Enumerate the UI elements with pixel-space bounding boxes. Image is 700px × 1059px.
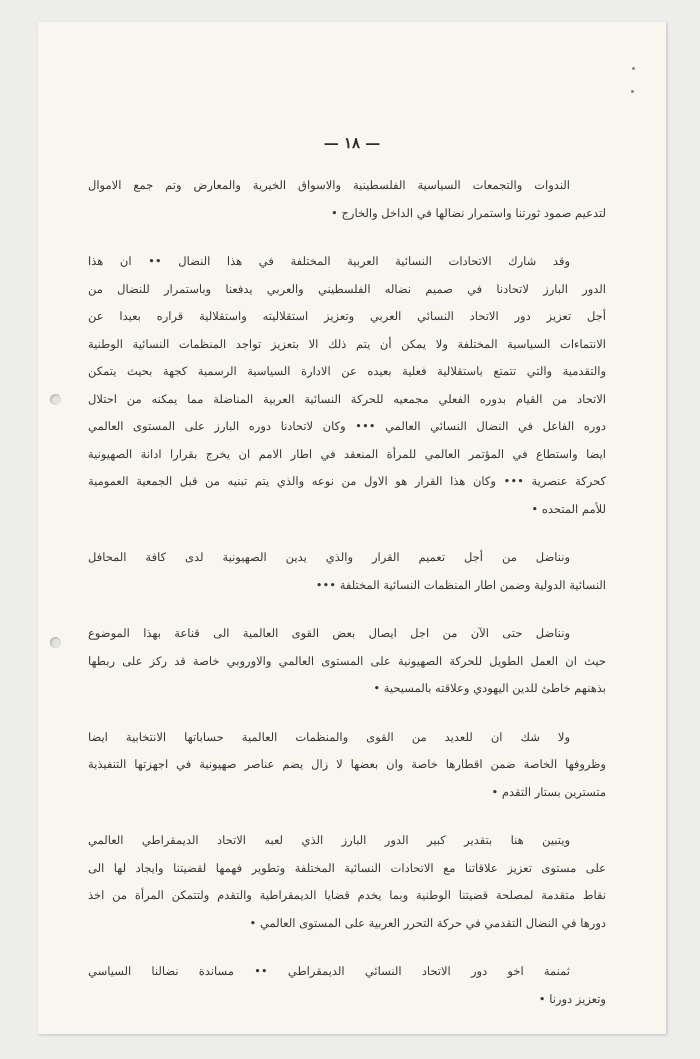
paragraph [88, 724, 606, 807]
text-line: الاتحاد من القيام بدوره الفعلي مجمعيه للحركة النسائية العربية المناضلة مما يمكنه من احتلال [88, 391, 606, 406]
paper-speck [632, 67, 635, 70]
text-line: ونناضل حتى الآن من اجل ايصال بعض القوى العالمية الى قناعة بهذا الموضوع [88, 626, 570, 640]
text-line: النسائية الدولية وضمن اطار المنظمات النسائية المختلفة ••• [315, 577, 606, 592]
text-line: بذهنهم خاطئ للدين اليهودي وعلاقته بالمسيحية • [373, 681, 606, 695]
text-line: ويتبين هنا بتقدير كبير الدور البارز الذي لعبه الاتحاد الديمقراطي العالمي [88, 833, 570, 847]
text-line: لتدعيم صمود ثورتنا واستمرار نضالها في الداخل والخارج • [331, 205, 606, 220]
text-line: الانتماءات السياسية المختلفة ولا يمكن أن يتم ذلك الا بتعزيز تواجد المنظمات النسائية الوطنية [88, 336, 606, 351]
text-line: كحركة عنصرية ••• وكان هذا القرار هو الاول من نوعه والذي يتم تبنيه من قبل الجمعية العمومية [88, 474, 606, 488]
text-line: دوره الفاعل في النضال النسائي العالمي ••• وكان لاتحادنا دوره البارز على المستوى العالمي [88, 419, 606, 433]
text-line: وتعزيز دورنا • [538, 991, 606, 1006]
document-body [88, 172, 606, 1034]
text-line: ايضا واستطاع في المؤتمر العالمي للمرأة المنعقد في اطار الامم ان يخرج بقرارا ادانة الصهيونية [88, 446, 606, 461]
paragraph [88, 172, 606, 227]
punch-hole-bottom [50, 637, 61, 648]
text-line: دورها في النضال التقدمي في حركة التحرر العربية على المستوى العالمي • [249, 915, 606, 930]
text-line: وقد شارك الاتحادات النسائية العربية المختلفة في هذا النضال •• ان هذا [88, 254, 570, 268]
text-line: متسترين بستار التقدم • [491, 784, 606, 799]
text-line: حيث ان العمل الطويل للحركة الصهيونية على المستوى العالمي والاوروبي خاصة قد ركز على ربطها [88, 653, 606, 668]
text-line: ولا شك ان للعديد من القوى والمنظمات العالمية حساباتها الانتخابية ايضا [88, 729, 570, 744]
paragraph [88, 620, 606, 703]
text-line: الندوات والتجمعات السياسية الفلسطينية والاسواق الخيرية والمعارض وتم جمع الاموال [88, 178, 570, 192]
paragraph [88, 958, 606, 1013]
paragraph [88, 827, 606, 937]
text-line: نقاط متقدمة لمصلحة قضيتنا الوطنية وبما يخدم قضايا الديمقراطية والتقدم ولتتمكن المرأة من اخذ [88, 888, 606, 902]
paragraph [88, 544, 606, 599]
text-line: أجل تعزيز دور الاتحاد النسائي العربي وتعزيز استقلاليته واستقلالية قراره بعيدا عن [88, 309, 606, 323]
text-line: للأمم المتحده • [531, 501, 606, 516]
paragraph [88, 248, 606, 523]
text-line: والتقدمية والتي تتمتع باستقلالية فعلية بعيده عن الادارة السياسية الرسمية كجهة بحيث يتمكن [88, 364, 606, 378]
text-line: وظروفها الخاصة ضمن اقطارها خاصة وان بعضها لا زال يضم عناصر صهيونية في اجهزتها التنفيذية [88, 757, 606, 771]
paper-speck [631, 90, 634, 93]
punch-hole-top [50, 394, 61, 405]
page-number: — ١٨ — [323, 134, 381, 152]
text-line: ثمنمة اخو دور الاتحاد النسائي الديمقراطي •• مساندة نضالنا السياسي [88, 964, 570, 978]
document-page [38, 22, 666, 1034]
text-line: على مستوى تعزيز علاقاتنا مع الاتحادات النسائية المختلفة وتطوير فهمها لقضيتنا وايجاد لها الى [88, 860, 606, 875]
text-line: الدور البارز لاتحادنا في صميم نضاله الفلسطيني والعربي يدفعنا وباستمرار للنضال من [88, 281, 606, 296]
text-line: ونناضل من أجل تعميم القرار والذي يدين الصهيونية لدى كافة المحافل [88, 550, 570, 564]
